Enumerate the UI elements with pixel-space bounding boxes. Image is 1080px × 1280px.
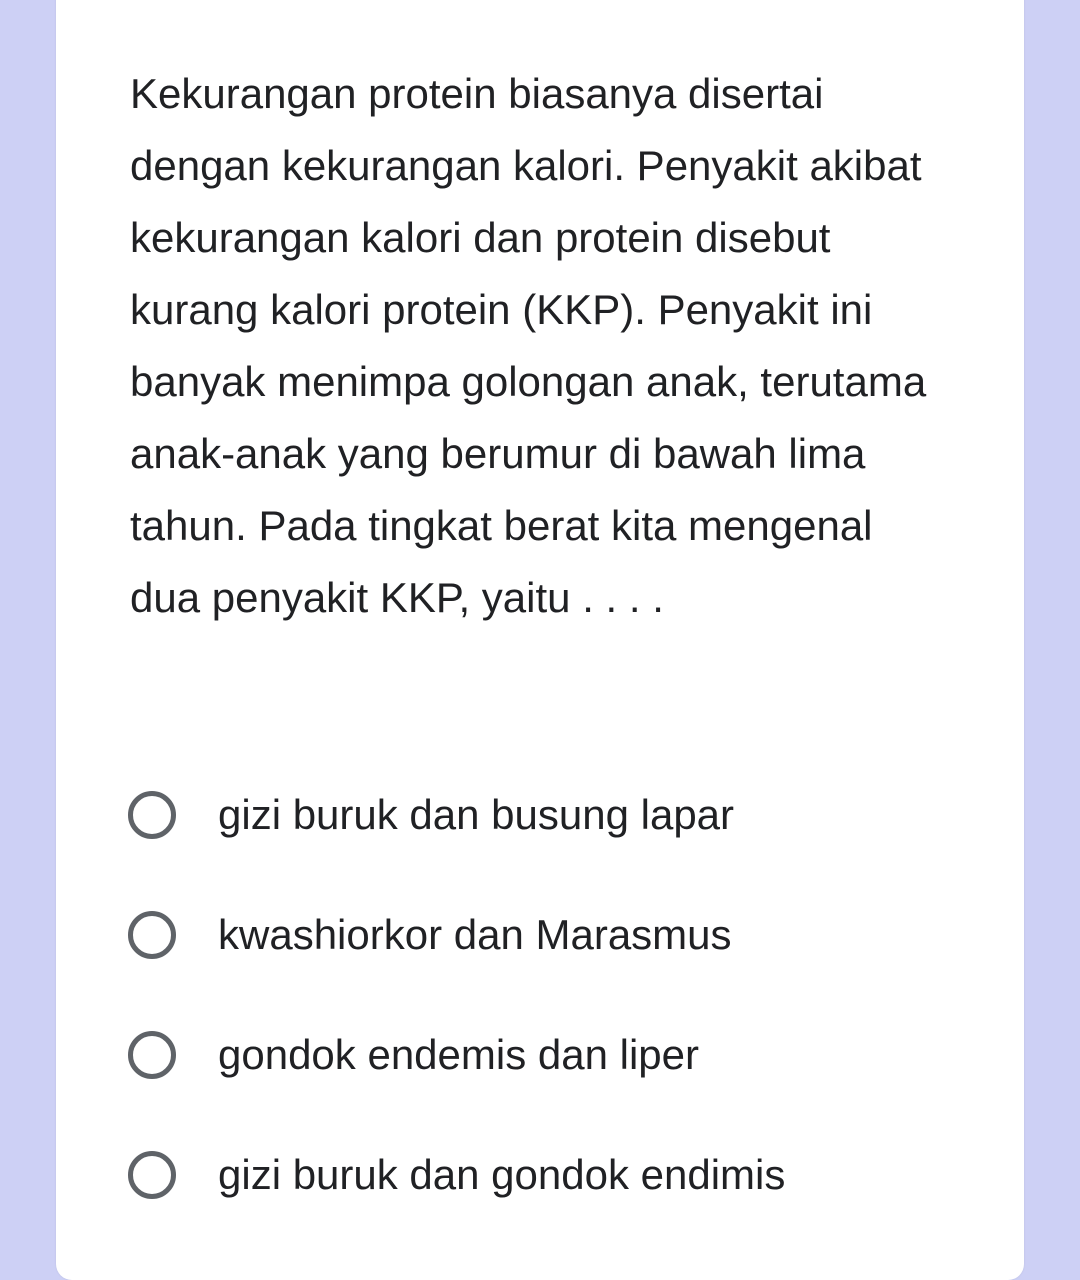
option-label: gizi buruk dan busung lapar [218,791,735,838]
option-4[interactable] [128,1115,1008,1235]
option-2[interactable] [128,875,1008,995]
option-3[interactable] [128,995,1008,1115]
radio-button[interactable] [128,1031,176,1079]
question-text: Kekurangan protein biasanya disertai dengan kekurangan kalori. Penyakit akibat kekurangan kalori dan protein disebut kurang kalori protein (KKP). Penyakit ini banyak menimpa golongan anak, terutama anak-anak yang berumur di bawah lima tahun. Pada tingkat berat kita mengenal dua penyakit KKP, yaitu . . . . [130,70,927,621]
radio-button[interactable] [128,911,176,959]
option-1[interactable] [128,755,1008,875]
option-label: kwashiorkor dan Marasmus [218,911,732,958]
option-label: gondok endemis dan liper [218,1031,699,1078]
radio-button[interactable] [128,1151,176,1199]
radio-button[interactable] [128,791,176,839]
option-label: gizi buruk dan gondok endimis [218,1151,786,1198]
answer-options [128,755,1008,1235]
